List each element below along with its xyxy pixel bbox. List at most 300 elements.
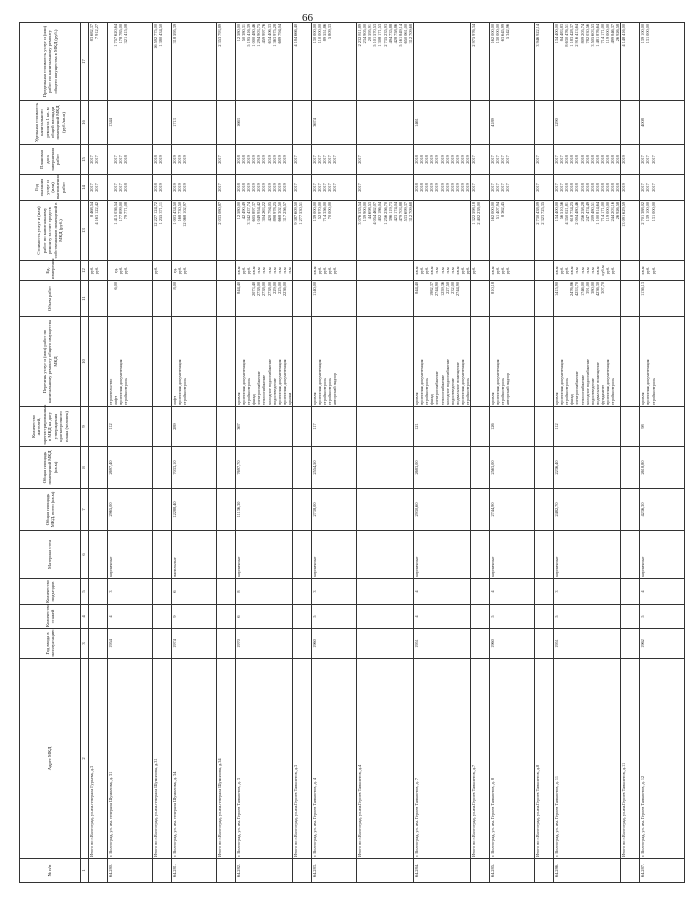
- table-cell: [357, 531, 414, 579]
- table-cell: 2018 2018 2019 2019 2019 2019 2019 2019 2019 2019: [236, 145, 293, 175]
- table-cell: [414, 23, 471, 101]
- table-row: [312, 23, 357, 883]
- table-cell: [535, 579, 554, 605]
- table-cell: 64.282.: [236, 859, 293, 883]
- table-cell: 64.283.: [312, 859, 357, 883]
- table-cell: 5: [312, 605, 357, 629]
- table-cell: 16 592 775,00 1 380 434,50: [153, 23, 172, 101]
- table-cell: [535, 531, 554, 579]
- table-cell: кровля проектная документация стройконтроль: [640, 317, 685, 407]
- column-header: Количество подъездов: [20, 579, 81, 605]
- table-cell: [535, 629, 554, 659]
- table-cell: [217, 859, 236, 883]
- table-cell: Итого по г.Волгоград, ул.им.генерала Гурьева, д.3: [89, 659, 108, 859]
- table-cell: 2017: [357, 175, 414, 201]
- table-cell: [621, 579, 640, 605]
- table-cell: 844,40 2073,40 2738,00 2738,00 2738,00 229,00 225,00 2236,00: [236, 281, 293, 317]
- column-number: 5: [81, 579, 89, 605]
- column-number: 7: [81, 489, 89, 531]
- table-cell: 2618,80: [640, 447, 685, 489]
- table-cell: [357, 407, 414, 447]
- table-cell: кровля проектная документация стройконтроль авторский надзор: [490, 317, 535, 407]
- table-cell: 9 387 609,50 1 277 530,51: [293, 201, 312, 261]
- table-cell: 1663: [236, 101, 293, 145]
- table-cell: 64.284.: [414, 859, 471, 883]
- table-cell: [217, 531, 236, 579]
- table-cell: 12 227 124,72 1 255 371,11: [153, 201, 172, 261]
- table-cell: 4: [414, 605, 471, 629]
- table-cell: Итого по г.Волгоград, ул.им.Героев Танкистов, д.3: [293, 659, 312, 859]
- table-cell: кирпичные: [312, 531, 357, 579]
- table-cell: 3674: [312, 101, 357, 145]
- table-cell: 2017 2017: [89, 175, 108, 201]
- table-cell: 2 730 438,09 2 323 725,35: [535, 201, 554, 261]
- table-cell: г. Волгоград, ул. им. Героев Танкистов, д. 12: [640, 659, 685, 859]
- column-header: Ед. измерения: [20, 261, 81, 281]
- table-cell: [293, 101, 312, 145]
- table-cell: [535, 447, 554, 489]
- table-cell: 2019: [621, 175, 640, 201]
- table-cell: г. Волгоград, ул. им. Героев Танкистов, д. 3: [236, 659, 293, 859]
- table-cell: 117: [312, 407, 357, 447]
- table-cell: [293, 859, 312, 883]
- table-cell: [153, 579, 172, 605]
- table-cell: [621, 447, 640, 489]
- table-cell: 2017 2017 2017 2017: [490, 175, 535, 201]
- table-cell: [217, 407, 236, 447]
- table-cell: [153, 605, 172, 629]
- table-cell: [153, 531, 172, 579]
- table-cell: [217, 101, 236, 145]
- table-cell: 7697,70: [236, 447, 293, 489]
- table-cell: 1960: [312, 629, 357, 659]
- table-cell: [217, 281, 236, 317]
- table-cell: 139 100,00 131 000,00: [640, 23, 685, 101]
- table-cell: 2482,70: [554, 489, 621, 531]
- table-cell: [471, 407, 490, 447]
- table-cell: 112: [108, 407, 153, 447]
- table-cell: кровля проектная документация стройконтроль фасад электроснабжение теплоснабжение холодное водоснабжение водоотведение проектная документация проектная документация крыша: [236, 317, 293, 407]
- table-cell: [293, 531, 312, 579]
- table-cell: [153, 407, 172, 447]
- table-cell: [89, 579, 108, 605]
- table-cell: 12 580,00 50 380,31 5 195 416,39 1 000 480,46 1 294 903,75 459 997,76 634 406,33 1 363 975,28 689 794,04: [236, 23, 293, 101]
- table-cell: 2017 2017 2018 2018 2018 2018 2018 2018 2018 2018 2018 2018 2018: [554, 175, 621, 201]
- table-cell: 8 468,54 4 163 122,42: [89, 201, 108, 261]
- table-cell: г. Волгоград, ул. им. генерала Шумилова, д. 34: [172, 659, 217, 859]
- table-cell: 112: [554, 407, 621, 447]
- table-cell: 2017: [293, 175, 312, 201]
- table-cell: [357, 489, 414, 531]
- table-cell: 2017: [471, 175, 490, 201]
- table-cell: 7033,10: [172, 447, 217, 489]
- table-cell: 2 701 388,02 139 100,00 131 000,00: [640, 201, 685, 261]
- table-cell: [293, 261, 312, 281]
- table-cell: 4: [640, 579, 685, 605]
- table-cell: 2017: [293, 145, 312, 175]
- table-cell: [471, 859, 490, 883]
- table-cell: [621, 489, 640, 531]
- table-cell: кирпичные: [490, 531, 535, 579]
- table-cell: Итого по г.Волгоград, ул.им.Героев Танкистов, д.7: [471, 659, 490, 859]
- table-cell: 4: [108, 605, 153, 629]
- table-cell: 13 091 629,59: [621, 201, 640, 261]
- table-cell: [293, 605, 312, 629]
- table-cell: [89, 531, 108, 579]
- table-cell: 4: [414, 579, 471, 605]
- subtotal-row: [293, 23, 312, 883]
- table-cell: 83 682,37 7 912,27: [89, 23, 108, 101]
- table-cell: 367: [236, 407, 293, 447]
- table-cell: 3: [312, 579, 357, 605]
- table-cell: [535, 605, 554, 629]
- column-number: 16: [81, 101, 89, 145]
- table-cell: Итого по г.Волгоград, ул.им.Героев Танкистов, д.8: [535, 659, 554, 859]
- table-cell: 3 946 922,14: [535, 23, 554, 101]
- table-cell: [621, 261, 640, 281]
- table-cell: [89, 489, 108, 531]
- table-cell: 1140,00: [312, 281, 357, 317]
- table-cell: 1344: [108, 101, 153, 145]
- table-cell: [471, 101, 490, 145]
- table-cell: ед. руб. руб.: [108, 261, 153, 281]
- table-cell: [621, 629, 640, 659]
- table-cell: 2018 2018 2018 2019 2019 2019 2019 2019 2019 2019 2019: [414, 175, 471, 201]
- table-cell: [153, 101, 172, 145]
- column-number: 12: [81, 261, 89, 281]
- table-cell: кв.м руб. руб. руб. руб.: [312, 261, 357, 281]
- table-cell: кирпичные: [414, 531, 471, 579]
- table-cell: кровля проектная документация стройконтроль стройконтроль авторский надзор: [312, 317, 357, 407]
- column-header: Общая площадь МКД, всего (кв.м): [20, 489, 81, 531]
- table-cell: 4 184 666,40: [293, 23, 312, 101]
- table-cell: [535, 859, 554, 883]
- table-cell: 2 975 976,34: [471, 23, 490, 101]
- subtotal-row: [535, 23, 554, 883]
- table-cell: 2 232 811,89 234 905,00 20 595,91 5 101 570,53 1 308 171,53 2 735 235,93 494 735,88 428 758,86 5 161 849,14 650 061,00 312 709,68: [357, 23, 414, 101]
- table-cell: [621, 407, 640, 447]
- table-cell: [89, 629, 108, 659]
- table-cell: г. Волгоград, ул. им. Героев Танкистов, д. 7: [414, 659, 471, 859]
- table-cell: 2017 2017 2017 2017 2017: [312, 175, 357, 201]
- table-cell: 2744,90: [490, 489, 535, 531]
- column-header: Адрес МКД: [20, 659, 81, 859]
- table-cell: 64.286.: [554, 859, 621, 883]
- column-header: Объем работ: [20, 281, 81, 317]
- table-cell: [89, 605, 108, 629]
- table-cell: г. Волгоград, ул. им. Героев Танкистов, д. 11: [554, 659, 621, 859]
- table-cell: 4 148 416,00: [621, 23, 640, 101]
- table-cell: Итого по г.Волгоград, ул.им.генерала Шумилова, д.34: [217, 659, 236, 859]
- table-cell: кирпичные: [640, 531, 685, 579]
- table-cell: лифт проектная документация стройконтроль: [172, 317, 217, 407]
- table-cell: 1951: [554, 629, 621, 659]
- capital-repair-plan-table: [19, 22, 685, 883]
- table-cell: 2018 2018 2019 2019 2019 2019 2019 2019 2019 2019: [236, 175, 293, 201]
- table-cell: 2017 2017 2018 2018 2018 2018 2018 2018 2018 2018 2018 2018 2018: [554, 145, 621, 175]
- table-cell: 2017: [535, 175, 554, 201]
- table-cell: г. Волгоград, ул. им. Героев Танкистов, д. 8: [490, 659, 535, 859]
- table-cell: [414, 201, 471, 261]
- table-cell: [357, 281, 414, 317]
- table-cell: [471, 447, 490, 489]
- table-cell: [89, 859, 108, 883]
- table-cell: 4: [490, 579, 535, 605]
- table-cell: [357, 317, 414, 407]
- table-cell: [471, 281, 490, 317]
- table-cell: 2017: [357, 145, 414, 175]
- column-number: 14: [81, 175, 89, 201]
- table-cell: 2018 2018 2018 2019 2019 2019 2019 2019 2019 2019 2019: [414, 145, 471, 175]
- subtotal-row: [471, 23, 490, 883]
- table-cell: 2554,50: [312, 447, 357, 489]
- rotated-page: [19, 23, 656, 883]
- table-cell: ед. руб. руб.: [172, 261, 217, 281]
- column-header: Количество этажей: [20, 605, 81, 629]
- table-cell: 1960: [490, 629, 535, 659]
- table-cell: [217, 579, 236, 605]
- table-cell: [471, 579, 490, 605]
- table-cell: 2019: [621, 145, 640, 175]
- table-cell: 1290: [554, 101, 621, 145]
- table-cell: 1136,13: [640, 281, 685, 317]
- table-cell: кирпичные: [236, 531, 293, 579]
- table-cell: 2018 2019: [153, 145, 172, 175]
- table-row: [490, 23, 535, 883]
- table-cell: Итого по г.Волгоград, ул.им.генерала Шумилова, д.31: [153, 659, 172, 859]
- table-cell: руб.: [153, 261, 172, 281]
- table-cell: 289: [172, 407, 217, 447]
- table-cell: 8: [236, 579, 293, 605]
- table-cell: [217, 261, 236, 281]
- column-number: 17: [81, 23, 89, 101]
- table-cell: [535, 489, 554, 531]
- column-number: 9: [81, 407, 89, 447]
- table-cell: 11136,30: [236, 489, 293, 531]
- column-header: № п/п: [20, 859, 81, 883]
- column-number: 3: [81, 629, 89, 659]
- table-cell: [535, 261, 554, 281]
- table-cell: [153, 281, 172, 317]
- table-cell: 12 580,00 42 490,49 3 342 437,74 605 897,37 1 049 954,42 304 263,22 420 794,05 898 978,25 668 302,50 317 256,57: [236, 201, 293, 261]
- table-cell: [293, 317, 312, 407]
- column-header: Количество жителей, зарегистрированных в МКД на дату утверждения краткосрочного плана (человек): [20, 407, 81, 447]
- subtotal-row: [621, 23, 640, 883]
- table-cell: 1461: [414, 101, 471, 145]
- table-cell: [621, 531, 640, 579]
- table-cell: [217, 489, 236, 531]
- table-cell: 162 000,00 51 407,94 8 362,45: [490, 201, 535, 261]
- table-cell: 2019 2019 2019: [172, 145, 217, 175]
- table-row: [554, 23, 621, 883]
- table-cell: кровля проектная документация стройконтроль фасад электроснабжение теплоснабжение холодное водоснабжение водоотведение подвальное помещение фундамент проектная документация стройконтроль: [554, 317, 621, 407]
- table-cell: 2930,60: [414, 489, 471, 531]
- table-cell: 6: [172, 579, 217, 605]
- table-cell: 64.280.: [108, 859, 153, 883]
- table-cell: [217, 605, 236, 629]
- table-cell: кв.м руб. руб. кв.м п.м п.м п.м п.м кв.м куб.м руб. руб.: [554, 261, 621, 281]
- table-cell: [357, 629, 414, 659]
- column-number: 11: [81, 281, 89, 317]
- table-cell: 4008: [640, 101, 685, 145]
- table-cell: [153, 629, 172, 659]
- table-cell: кв.м руб. руб.: [640, 261, 685, 281]
- table-cell: [471, 489, 490, 531]
- table-cell: 3: [108, 579, 153, 605]
- table-cell: [89, 281, 108, 317]
- table-cell: [471, 605, 490, 629]
- table-cell: [357, 447, 414, 489]
- table-cell: 2738,00: [312, 489, 357, 531]
- column-header: Год оказания услуг и (или) выполнения работ: [20, 175, 81, 201]
- table-cell: 9: [172, 605, 217, 629]
- column-header: Материал стен: [20, 531, 81, 579]
- table-cell: 1713: [172, 101, 217, 145]
- table-cell: 2563,00: [490, 447, 535, 489]
- table-cell: кирпичные: [554, 531, 621, 579]
- table-cell: 64.285.: [490, 859, 535, 883]
- table-cell: [89, 317, 108, 407]
- table-cell: кв.м руб. руб. руб.: [490, 261, 535, 281]
- table-cell: [357, 859, 414, 883]
- subtotal-row: [153, 23, 172, 883]
- table-row: [236, 23, 293, 883]
- table-cell: 4189: [490, 101, 535, 145]
- table-cell: [357, 579, 414, 605]
- table-cell: руб. руб.: [89, 261, 108, 281]
- table-cell: 1 757 620,64 178 785,00 321 415,08: [108, 23, 153, 101]
- table-cell: [217, 317, 236, 407]
- table-cell: [89, 447, 108, 489]
- table-cell: 2017 2017 2018: [108, 175, 153, 201]
- table-cell: кровля проектная документация стройконтроль фасад электроснабжение теплоснабжение холодное водоснабжение водоотведение подвальное помещение проектная документация стройконтроль: [414, 317, 471, 407]
- table-cell: 1974: [172, 629, 217, 659]
- column-number: 13: [81, 201, 89, 261]
- table-cell: 1 322 598,18 2 402 238,00: [471, 201, 490, 261]
- table-cell: 2018 2019: [153, 175, 172, 201]
- table-cell: [621, 859, 640, 883]
- table-header-row: [20, 23, 81, 883]
- table-cell: [153, 317, 172, 407]
- table-cell: 1 003 434,50 168 730,50 12 068 102,97: [172, 201, 217, 261]
- table-cell: [471, 629, 490, 659]
- table-cell: 139 000,00 52 970,00 714 356,00 70 000,00: [312, 201, 357, 261]
- table-cell: 2697,40: [108, 447, 153, 489]
- table-cell: 318 595,39: [172, 23, 217, 101]
- table-cell: [535, 101, 554, 145]
- column-header: Год ввода в эксплуатацию: [20, 629, 81, 659]
- table-cell: [89, 407, 108, 447]
- table-cell: 130 000,00 110 000,00 89 551,86 5 809,33: [312, 23, 357, 101]
- column-number: 15: [81, 145, 89, 175]
- table-cell: г. Волгоград, ул. им. Героев Танкистов, д. 4: [312, 659, 357, 859]
- table-row: [108, 23, 153, 883]
- column-number: 8: [81, 447, 89, 489]
- table-cell: 6: [236, 605, 293, 629]
- column-number: 6: [81, 531, 89, 579]
- table-cell: 5: [490, 605, 535, 629]
- table-cell: [153, 447, 172, 489]
- table-cell: панельные: [172, 531, 217, 579]
- table-cell: 3: [554, 579, 621, 605]
- table-body: [81, 23, 685, 883]
- table-cell: 126: [490, 407, 535, 447]
- table-cell: [621, 281, 640, 317]
- column-header: Стоимость услуг и (или) работ по капитальному ремонту за счет средств собственников помещений в МКД (руб.): [20, 201, 81, 261]
- table-cell: [471, 317, 490, 407]
- table-cell: [621, 317, 640, 407]
- table-cell: 1 415 036,54 177 899,00 79 771,08: [108, 201, 153, 261]
- table-cell: 2017 2017: [89, 145, 108, 175]
- table-cell: 8,00: [172, 281, 217, 317]
- table-cell: 4236,30: [640, 489, 685, 531]
- column-header: Удельная стоимость капитального ремонта 1 кв. м общей площади помещений МКД (руб./кв.м): [20, 101, 81, 145]
- column-header: Предельная стоимость услуг и (или) работ по капитальному ремонту общего имущества в МКД (руб.): [20, 23, 81, 101]
- table-cell: 6,00: [108, 281, 153, 317]
- table-cell: [621, 605, 640, 629]
- table-row: [414, 23, 471, 883]
- table-cell: 3 076 535,54 139 900,00 44 698,53 4 054 462,07 402 186,04 1 256 256,70 396 119,73 423 174,04 479 703,88 533 699,37 312 709,68: [357, 201, 414, 261]
- table-cell: 121: [414, 407, 471, 447]
- column-number-row: [81, 23, 89, 883]
- column-header: Плановая дата завершения работ: [20, 145, 81, 175]
- column-number: 4: [81, 605, 89, 629]
- table-cell: 810,18: [490, 281, 535, 317]
- table-cell: 2017: [217, 145, 236, 175]
- table-cell: [293, 489, 312, 531]
- table-cell: [293, 407, 312, 447]
- table-cell: строительство лифт проектная документация стройконтроль: [108, 317, 153, 407]
- table-cell: 2 033 080,87: [217, 201, 236, 261]
- table-cell: [535, 317, 554, 407]
- table-cell: [357, 101, 414, 145]
- table-cell: руб.: [471, 261, 490, 281]
- table-cell: 64.281.: [172, 859, 217, 883]
- table-cell: 5: [554, 605, 621, 629]
- table-cell: [89, 101, 108, 145]
- column-number: 2: [81, 659, 89, 859]
- column-header: Перечень услуг и (или) работ по капитальному ремонту общего имущества МКД: [20, 317, 81, 407]
- table-cell: 2017 2017 2017 2017: [490, 145, 535, 175]
- table-cell: 2236,40: [554, 447, 621, 489]
- table-cell: 2683,00: [414, 447, 471, 489]
- table-cell: [357, 261, 414, 281]
- table-cell: 98: [640, 407, 685, 447]
- table-cell: [293, 629, 312, 659]
- table-cell: 134 400,00 84 483,83 8 630 476,51 1 183 428,37 2 916 413,64 809 205,74 782 030,56 3 505 603,53 1 481 876,64 714 171,00 119 000,00 499 846,37 26 926,58: [554, 23, 621, 101]
- column-number: 10: [81, 317, 89, 407]
- table-cell: [217, 447, 236, 489]
- table-cell: 2017 2017 2017 2017 2017: [312, 145, 357, 175]
- table-cell: [293, 579, 312, 605]
- table-cell: [293, 281, 312, 317]
- table-cell: [217, 629, 236, 659]
- table-cell: Итого по г.Волгоград, ул.им.Героев Танкистов, д.11: [621, 659, 640, 859]
- table-row: [172, 23, 217, 883]
- table-cell: кирпичные: [108, 531, 153, 579]
- table-cell: 64.287.: [640, 859, 685, 883]
- table-cell: 2017: [471, 145, 490, 175]
- column-header: Общая площадь помещений МКД (кв.м): [20, 447, 81, 489]
- table-cell: г. Волгоград, ул. им. генерала Шумилова, д. 31: [108, 659, 153, 859]
- table-cell: 2017 2017 2017: [640, 175, 685, 201]
- table-cell: 134 400,00 56 510,56 4 350 021,81 618 734,25 2 004 480,46 256 258,28 247 474,49 209 480,51 1 100 814,64 714 171,00 119 000,00 244 203,16 26 926,58: [554, 201, 621, 261]
- table-cell: [153, 489, 172, 531]
- table-cell: 1970: [236, 629, 293, 659]
- table-cell: 2017 2017 2017: [640, 145, 685, 175]
- table-cell: [153, 859, 172, 883]
- table-cell: 1951: [414, 629, 471, 659]
